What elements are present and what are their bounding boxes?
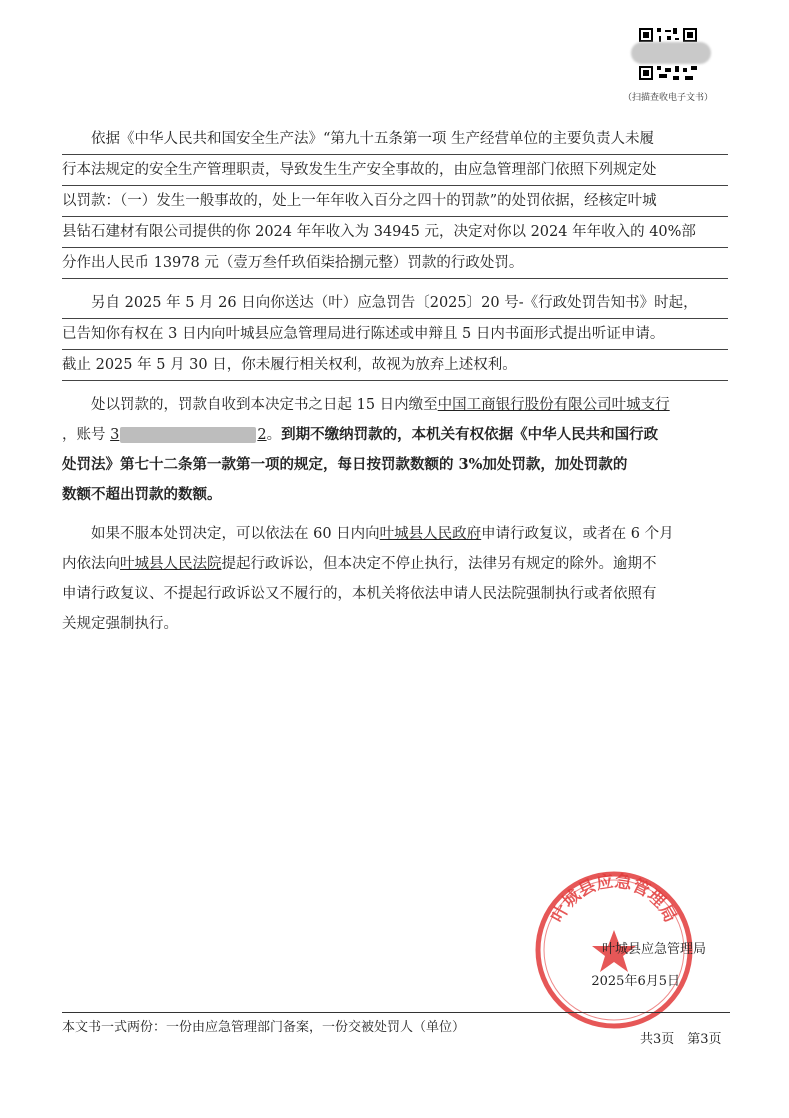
account-label: ，账号 — [62, 427, 111, 443]
p4-line-1 — [62, 519, 728, 549]
p4-line-3: 申请行政复议、不提起行政诉讼又不履行的，本机关将依法申请人民法院强制执行或者依照有 — [62, 586, 657, 602]
issuing-authority: 叶城县应急管理局 — [601, 942, 706, 957]
p1-line-2: 行本法规定的安全生产管理职责，导致发生生产安全事故的，由应急管理部门依照下列规定处 — [62, 155, 728, 186]
svg-text:叶城县应急管理局 — [547, 871, 680, 926]
document-body — [62, 124, 728, 639]
p3-line-3: 处罚法》第七十二条第一款第一项的规定，每日按罚款数额的 3%加处罚款，加处罚款的 — [62, 456, 628, 473]
account-number-end: 2 — [257, 427, 267, 443]
footer-divider — [62, 1012, 730, 1013]
account-number-start: 3 — [110, 427, 120, 443]
p4-text-2: 申请行政复议，或者在 6 个月 — [481, 526, 674, 542]
p4-line-4: 关规定强制执行。 — [62, 616, 178, 632]
p3-line-2 — [62, 420, 728, 450]
issue-date: 2025年6月5日 — [591, 974, 680, 989]
p3-text: 处以罚款的，罚款自收到本决定书之日起 15 日内缴至 — [91, 397, 438, 413]
p3-line-4: 数额不超出罚款的数额。 — [62, 486, 222, 503]
p4-text-3: 内依法向 — [62, 556, 120, 572]
p4-text: 如果不服本处罚决定，可以依法在 60 日内向 — [91, 526, 380, 542]
p1-line-3: 以罚款：（一）发生一般事故的，处上一年年收入百分之四十的罚款”的处罚依据，经核定叶城 — [62, 186, 728, 217]
p3-line-1 — [62, 390, 728, 420]
p1-line-5: 分作出人民币 13978 元（壹万叁仟玖佰柒拾捌元整）罚款的行政处罚。 — [62, 248, 728, 279]
seal-text: 叶城县应急管理局 — [547, 871, 681, 926]
qr-code-block — [612, 26, 724, 103]
account-redaction — [120, 427, 256, 443]
p2-line-3: 截止 2025 年 5 月 30 日，你未履行相关权利，故视为放弃上述权利。 — [62, 350, 728, 381]
p2-line-1: 另自 2025 年 5 月 26 日向你送达（叶）应急罚告〔2025〕20 号-《行政处罚告知书》时起， — [62, 288, 728, 319]
government-name: 叶城县人民政府 — [379, 526, 482, 542]
bank-name: 中国工商银行股份有限公司叶城支行 — [437, 397, 670, 413]
p4-text-4: 提起行政诉讼，但本决定不停止执行，法律另有规定的除外。逾期不 — [221, 556, 657, 572]
qr-redaction — [631, 42, 711, 64]
p3-bold-text: 到期不缴纳罚款的，本机关有权依据《中华人民共和国行政 — [281, 426, 659, 443]
qr-caption: （扫描查收电子文书） — [622, 93, 713, 103]
p1-line-4: 县钻石建材有限公司提供的你 2024 年年收入为 34945 元，决定对你以 2024 年年收入的 40%部 — [62, 217, 728, 248]
p2-line-2: 已告知你有权在 3 日内向叶城县应急管理局进行陈述或申辩且 5 日内书面形式提出听证申请。 — [62, 319, 728, 350]
p4-line-2 — [62, 549, 728, 579]
qr-code[interactable] — [637, 26, 699, 82]
p3-period: 。 — [266, 427, 282, 443]
p1-line-1: 依据《中华人民共和国安全生产法》“第九十五条第一项 生产经营单位的主要负责人未履 — [62, 124, 728, 155]
page-number: 共3页 第3页 — [640, 1032, 722, 1047]
footer-note: 本文书一式两份：一份由应急管理部门备案，一份交被处罚人（单位） — [62, 1020, 466, 1035]
court-name: 叶城县人民法院 — [120, 556, 222, 572]
